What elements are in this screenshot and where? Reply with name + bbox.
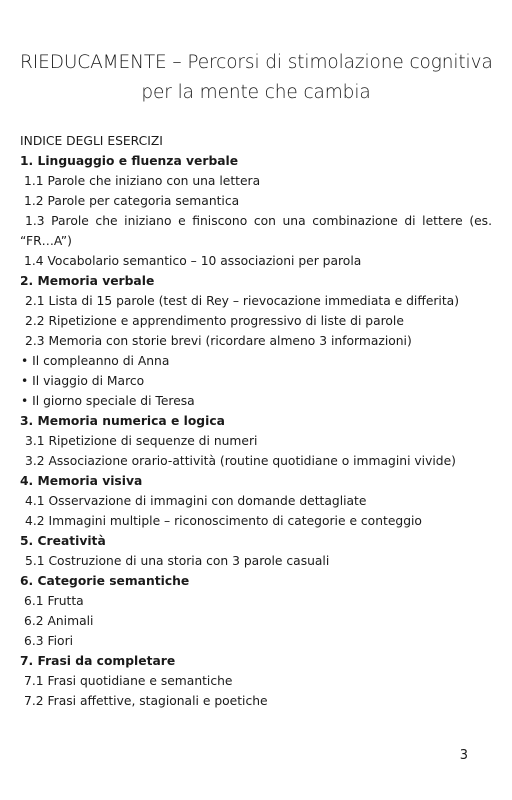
toc-subitem: 3.1 Ripetizione di sequenze di numeri [25, 434, 258, 448]
toc-subitem: 7.1 Frasi quotidiane e semantiche [24, 674, 233, 688]
toc-subitem: 6.1 Frutta [24, 594, 84, 608]
toc-subitem: 6.3 Fiori [24, 634, 74, 648]
title-line-2: per la mente che cambia [141, 82, 371, 103]
toc-section-heading: 7. Frasi da completare [20, 654, 176, 668]
toc-heading: INDICE DEGLI ESERCIZI [20, 134, 163, 148]
toc-subitem: 6.2 Animali [24, 614, 94, 628]
toc-subitem: 5.1 Costruzione di una storia con 3 parole casuali [25, 554, 330, 568]
toc-subitem: 1.3 Parole che iniziano e finiscono con una combinazione di lettere (es. [25, 214, 492, 228]
toc-subitem: 4.2 Immagini multiple – riconoscimento di categorie e conteggio [25, 514, 422, 528]
toc-bullet-item: • Il giorno speciale di Teresa [21, 394, 195, 408]
document-title [20, 48, 492, 108]
toc-section-heading: 2. Memoria verbale [20, 274, 155, 288]
toc-section-heading: 6. Categorie semantiche [20, 574, 190, 588]
toc-subitem: 3.2 Associazione orario-attività (routine quotidiane o immagini vivide) [25, 454, 456, 468]
toc-bullet-item: • Il compleanno di Anna [21, 354, 170, 368]
toc-section-heading: 3. Memoria numerica e logica [20, 414, 225, 428]
toc-subitem: 1.1 Parole che iniziano con una lettera [24, 174, 261, 188]
toc-subitem: 1.2 Parole per categoria semantica [24, 194, 240, 208]
toc-subitem: 2.1 Lista di 15 parole (test di Rey – rievocazione immediata e differita) [25, 294, 460, 308]
toc-subitem-continued: “FR…A”) [20, 234, 72, 248]
toc-subitem: 4.1 Osservazione di immagini con domande dettagliate [25, 494, 367, 508]
toc-section-heading: 4. Memoria visiva [20, 474, 143, 488]
title-line-1: RIEDUCAMENTE – Percorsi di stimolazione cognitiva [20, 52, 493, 73]
toc-subitem: 2.3 Memoria con storie brevi (ricordare almeno 3 informazioni) [25, 334, 412, 348]
toc-section-heading: 1. Linguaggio e fluenza verbale [20, 154, 239, 168]
page-number: 3 [459, 748, 468, 763]
toc-bullet-item: • Il viaggio di Marco [21, 374, 145, 388]
toc-subitem: 2.2 Ripetizione e apprendimento progressivo di liste di parole [25, 314, 404, 328]
table-of-contents [20, 131, 492, 711]
toc-section-heading: 5. Creatività [20, 534, 106, 548]
toc-subitem: 7.2 Frasi affettive, stagionali e poetiche [24, 694, 268, 708]
toc-subitem: 1.4 Vocabolario semantico – 10 associazioni per parola [24, 254, 362, 268]
toc-entries [20, 151, 492, 711]
